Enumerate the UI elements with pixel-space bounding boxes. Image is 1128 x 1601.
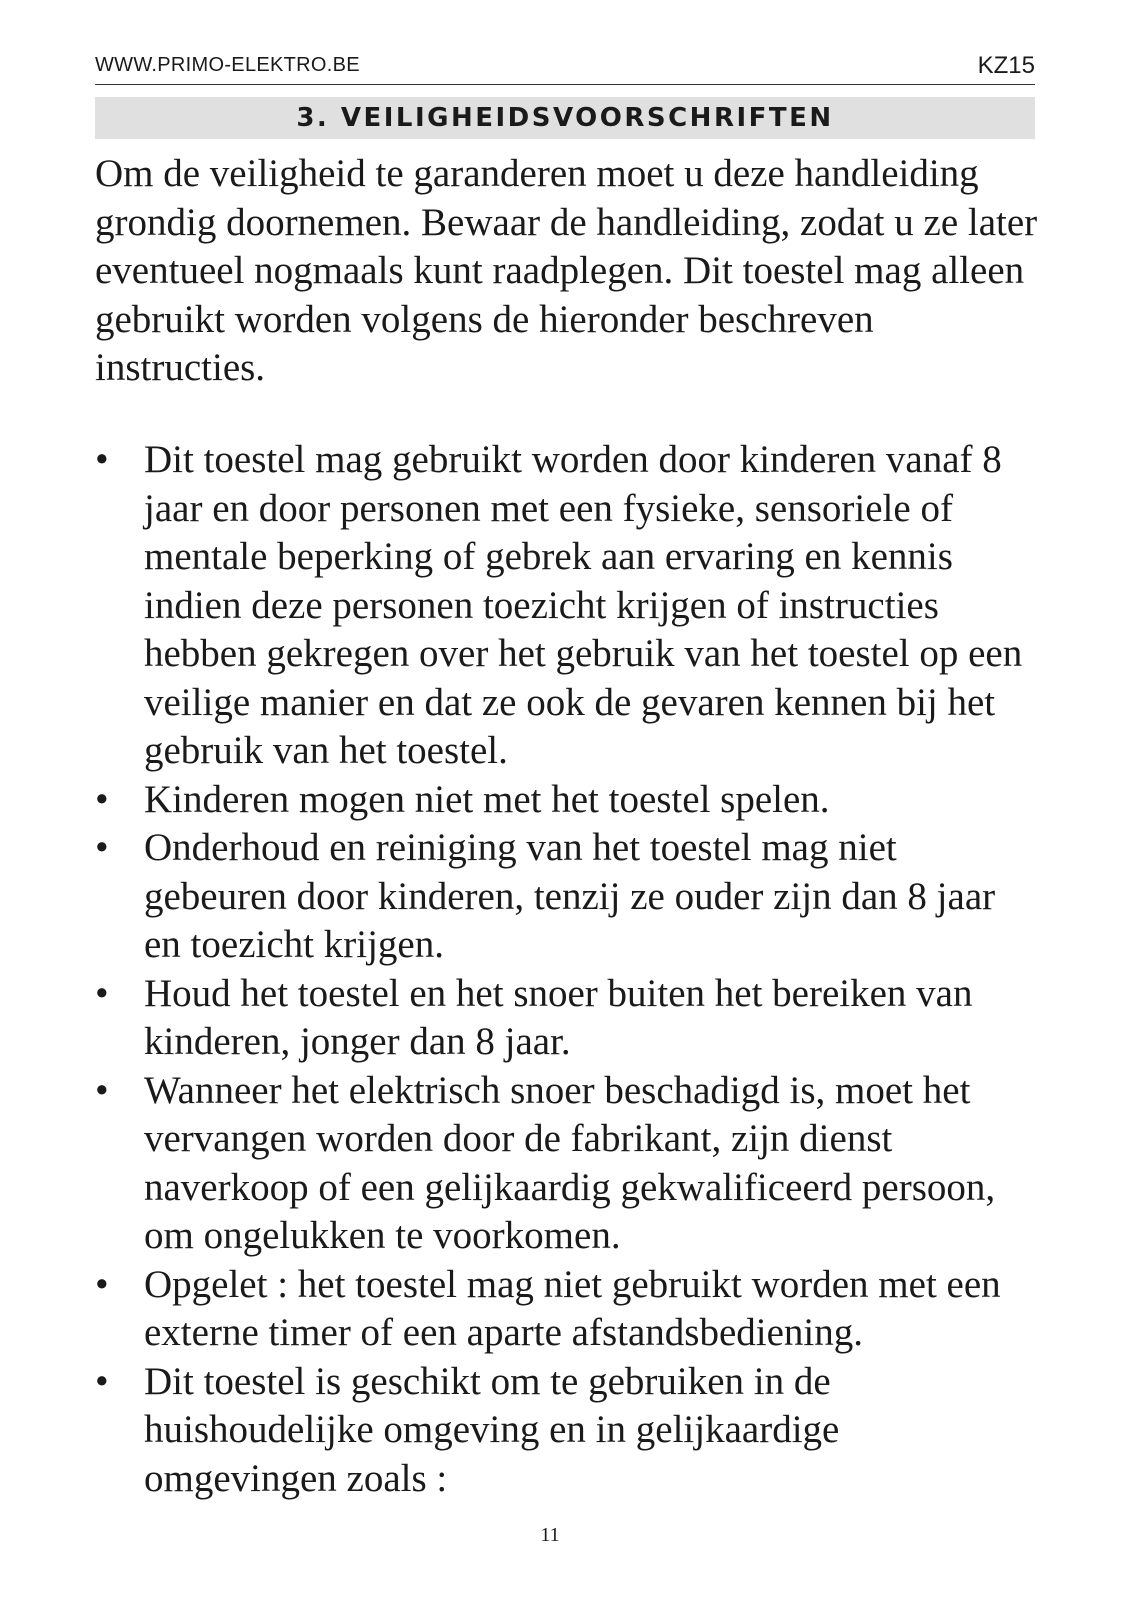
list-item-text: Houd het toestel en het snoer buiten het bereiken van kinderen, jonger dan 8 jaar. [144, 971, 973, 1063]
bullet-marker: • [95, 826, 109, 869]
list-item-text: Onderhoud en reiniging van het toestel mag niet gebeuren door kinderen, tenzij ze ouder zijn dan 8 jaar en toezicht krijgen. [144, 826, 996, 966]
bullet-marker: • [95, 777, 109, 821]
section-heading-bar [95, 97, 1035, 139]
intro-paragraph: Om de veiligheid te garanderen moet u deze handleiding grondig doornemen. Bewaar de handleiding, zodat u ze later eventueel nogmaals kunt raadplegen. Dit toestel mag alleen gebruikt worden volgens de hieronder beschreven instructies. [95, 152, 1038, 389]
section-title: 3. VEILIGHEIDSVOORSCHRIFTEN [296, 103, 834, 133]
manual-page [95, 0, 1038, 1601]
page-header [95, 50, 1035, 85]
list-item [95, 1358, 1040, 1504]
list-item-text: Dit toestel is geschikt om te gebruiken in de huishoudelijke omgeving en in gelijkaardige omgevingen zoals : [144, 1359, 840, 1500]
list-item-text: Opgelet : het toestel mag niet gebruikt worden met een externe timer of een aparte afstandsbediening. [144, 1262, 1001, 1354]
bullet-marker: • [95, 971, 109, 1015]
bullet-marker: • [95, 1068, 109, 1112]
bullet-marker: • [95, 1359, 109, 1403]
list-item [95, 776, 1040, 825]
list-item-text: Wanneer het elektrisch snoer beschadigd is, moet het vervangen worden door de fabrikant, zijn dienst naverkoop of een gelijkaardig gekwalificeerd persoon, om ongelukken te voorkomen. [144, 1068, 996, 1257]
model-number: KZ15 [977, 52, 1035, 79]
safety-rules-list [95, 436, 1040, 1503]
bullet-marker: • [95, 1262, 109, 1306]
list-item [95, 1261, 1040, 1358]
website-url: WWW.PRIMO-ELEKTRO.BE [95, 54, 360, 76]
list-item [95, 436, 1040, 776]
list-item-text: Kinderen mogen niet met het toestel spelen. [144, 777, 830, 821]
page-number: 11 [540, 1524, 560, 1546]
list-item [95, 824, 1040, 970]
list-item [95, 970, 1040, 1067]
bullet-marker: • [95, 438, 109, 481]
list-item-text: Dit toestel mag gebruikt worden door kinderen vanaf 8 jaar en door personen met een fysieke, sensoriele of mentale beperking of gebrek aan ervaring en kennis indien deze personen toezicht krijgen of instructies hebben gekregen over het gebruik van het toestel op een veilige manier en dat ze ook de gevaren kennen bij het gebruik van het toestel. [144, 438, 1023, 772]
list-item [95, 1067, 1040, 1261]
